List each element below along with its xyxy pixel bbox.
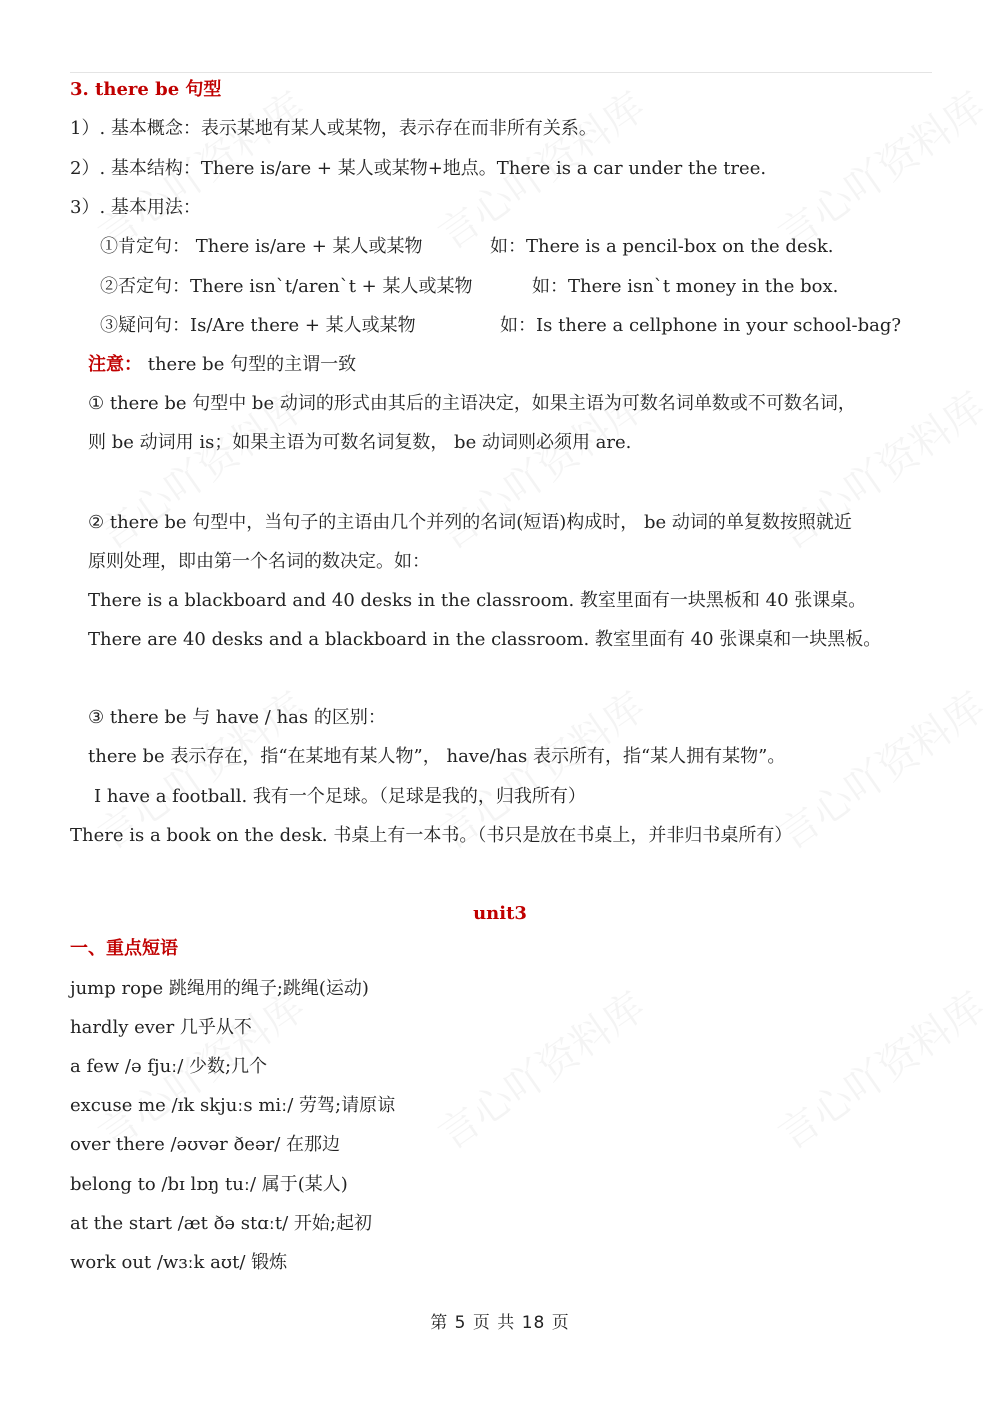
note-label: 注意： [88, 354, 142, 375]
phrase-item: jump rope 跳绳用的绳子;跳绳(运动) [70, 978, 369, 999]
watermark [765, 676, 994, 860]
note-text: there be 句型的主谓一致 [142, 354, 357, 375]
rule3-title: ③ there be 与 have / has 的区别： [88, 707, 386, 728]
rule1-line1: ① there be 句型中 be 动词的形式由其后的主语决定，如果主语为可数名词单数或不可数名词， [88, 393, 856, 414]
basic-usage-title: 3）. 基本用法： [70, 197, 201, 218]
watermark [765, 76, 994, 260]
page-number: 第 5 页 共 18 页 [430, 1313, 570, 1333]
watermark [425, 976, 654, 1160]
rule3-example1: I have a football. 我有一个足球。（足球是我的，归我所有） [94, 786, 586, 807]
usage-question-form: ③疑问句：Is/Are there + 某人或某物 [100, 315, 416, 336]
basic-concept: 1）. 基本概念：表示某地有某人或某物，表示存在而非所有关系。 [70, 118, 597, 139]
usage-question-example: 如：Is there a cellphone in your school-bag? [500, 315, 901, 336]
phrase-item: excuse me /ɪk skjuːs miː/ 劳驾;请原谅 [70, 1095, 396, 1116]
phrases-heading: 一、重点短语 [70, 938, 178, 959]
unit-title: unit3 [473, 903, 527, 924]
rule2-example2: There are 40 desks and a blackboard in the classroom. 教室里面有 40 张课桌和一块黑板。 [88, 629, 882, 650]
phrase-item: work out /wɜːk aʊt/ 锻炼 [70, 1252, 288, 1273]
phrase-item: hardly ever 几乎从不 [70, 1017, 252, 1038]
rule2-line2: 原则处理，即由第一个名词的数决定。如： [88, 551, 430, 572]
rule2-example1: There is a blackboard and 40 desks in the classroom. 教室里面有一块黑板和 40 张课桌。 [88, 590, 867, 611]
basic-structure: 2）. 基本结构：There is/are + 某人或某物+地点。There is a car under the tree. [70, 158, 767, 179]
rule2-line1: ② there be 句型中，当句子的主语由几个并列的名词(短语)构成时， be 动词的单复数按照就近 [88, 512, 852, 533]
phrase-item: over there /əʊvər ðeər/ 在那边 [70, 1134, 340, 1155]
note-line [88, 353, 356, 377]
section-heading: 3. there be 句型 [70, 79, 222, 100]
top-divider [70, 72, 932, 73]
usage-affirmative-example: 如：There is a pencil-box on the desk. [490, 236, 834, 257]
usage-affirmative-form: ①肯定句： There is/are + 某人或某物 [100, 236, 423, 257]
rule1-line2: 则 be 动词用 is；如果主语为可数名词复数， be 动词则必须用 are. [88, 432, 632, 453]
rule3-example2: There is a book on the desk. 书桌上有一本书。（书只是放在书桌上，并非归书桌所有） [70, 825, 793, 846]
phrase-item: belong to /bɪ lɒŋ tuː/ 属于(某人) [70, 1174, 348, 1195]
usage-negative-example: 如：There isn`t money in the box. [532, 276, 839, 297]
usage-negative-form: ②否定句：There isn`t/aren`t + 某人或某物 [100, 276, 473, 297]
rule3-line1: there be 表示存在，指“在某地有某人物”， have/has 表示所有，指“某人拥有某物”。 [88, 746, 786, 767]
phrase-item: a few /ə fjuː/ 少数;几个 [70, 1056, 268, 1077]
phrase-item: at the start /æt ðə stɑːt/ 开始;起初 [70, 1213, 372, 1234]
watermark [765, 976, 994, 1160]
